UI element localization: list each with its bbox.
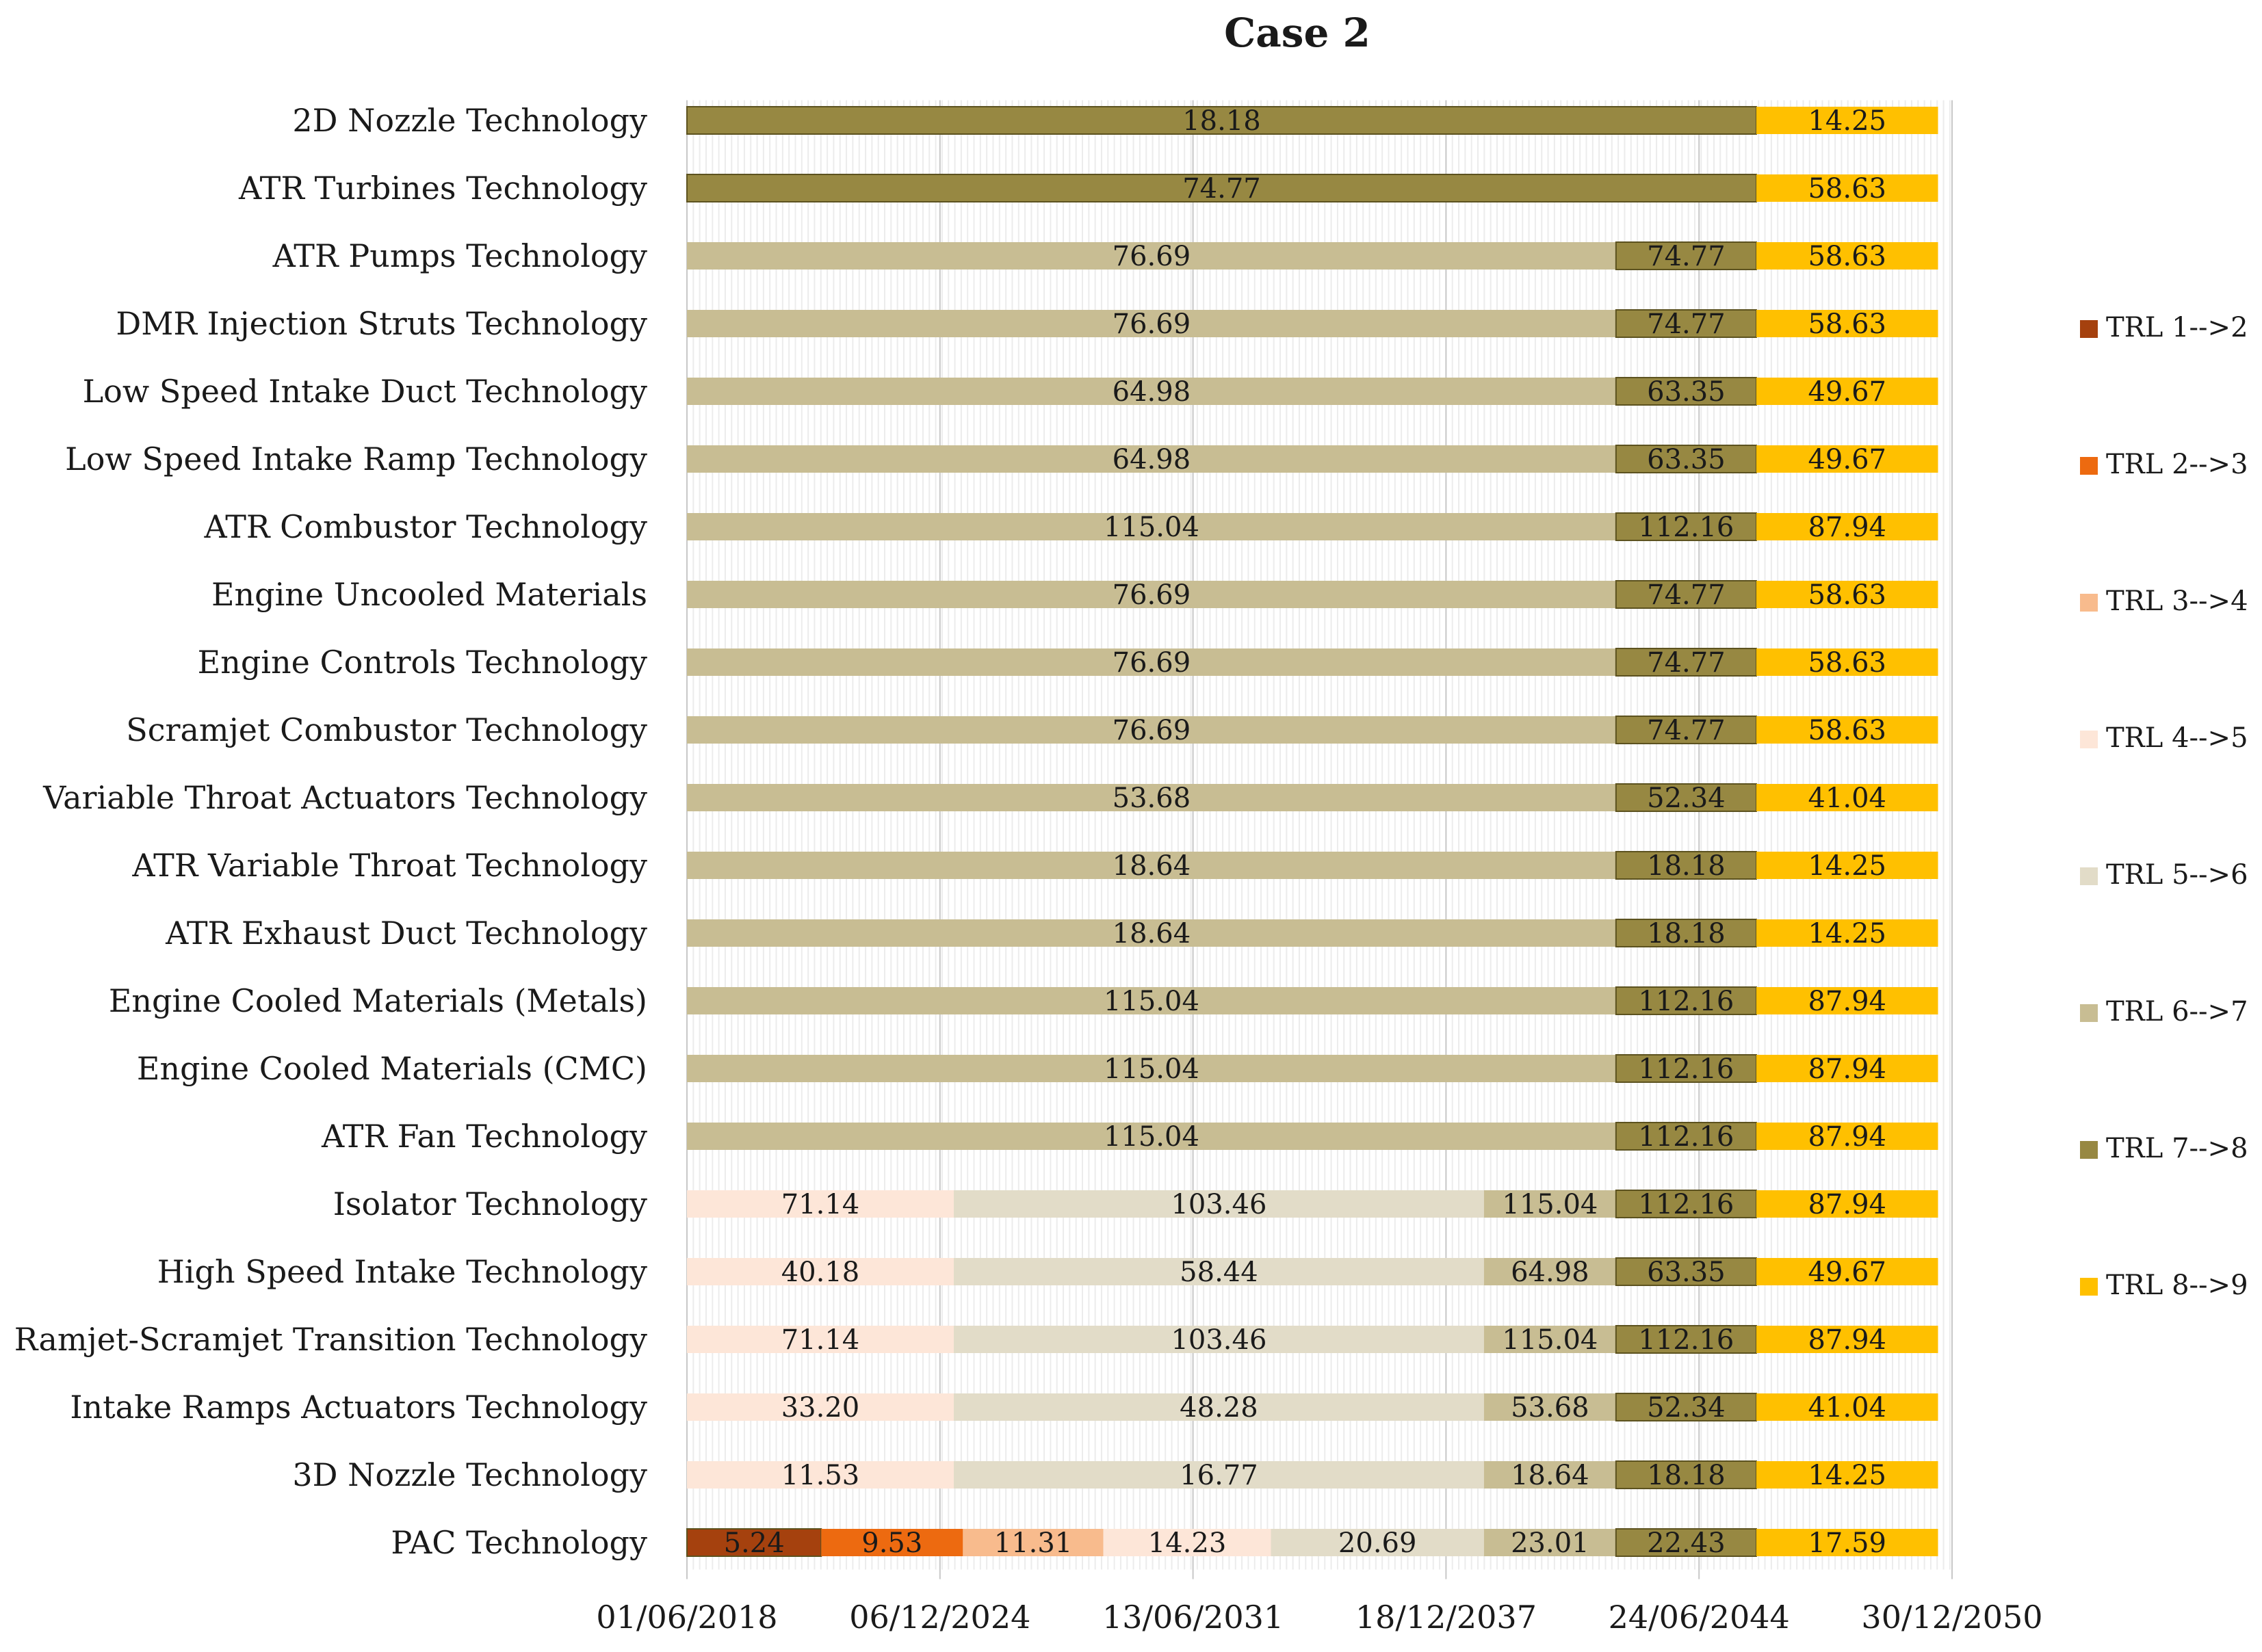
legend-label: TRL 5-->6 [2106, 859, 2248, 891]
data-label: 14.25 [1808, 850, 1886, 882]
data-label: 112.16 [1638, 512, 1734, 543]
category-label: ATR Variable Throat Technology [132, 847, 647, 884]
data-label: 18.18 [1647, 1460, 1726, 1491]
category-label: High Speed Intake Technology [157, 1253, 647, 1290]
data-label: 14.25 [1808, 105, 1886, 137]
category-label: DMR Injection Struts Technology [116, 305, 647, 342]
data-label: 18.64 [1112, 850, 1191, 882]
data-label: 49.67 [1808, 444, 1886, 475]
legend-swatch [2080, 867, 2098, 885]
data-label: 112.16 [1638, 1189, 1734, 1220]
data-label: 87.94 [1808, 986, 1886, 1017]
data-label: 64.98 [1112, 444, 1191, 475]
data-label: 23.01 [1511, 1528, 1589, 1559]
data-label: 58.63 [1808, 173, 1886, 205]
data-label: 112.16 [1638, 1324, 1734, 1356]
legend-label: TRL 3-->4 [2106, 586, 2248, 617]
data-label: 74.77 [1647, 241, 1726, 272]
data-label: 20.69 [1338, 1528, 1417, 1559]
x-tick-label: 30/12/2050 [1861, 1599, 2043, 1636]
legend-label: TRL 7-->8 [2106, 1133, 2248, 1164]
category-label: Engine Cooled Materials (Metals) [108, 982, 647, 1019]
data-label: 14.23 [1147, 1528, 1227, 1559]
data-label: 63.35 [1647, 1257, 1726, 1288]
legend-label: TRL 2-->3 [2106, 449, 2248, 480]
data-label: 76.69 [1112, 241, 1191, 272]
category-label: Engine Uncooled Materials [211, 576, 647, 613]
category-label: Variable Throat Actuators Technology [43, 779, 647, 816]
category-label: Low Speed Intake Ramp Technology [65, 441, 647, 477]
data-label: 115.04 [1103, 1053, 1199, 1085]
category-label: Scramjet Combustor Technology [126, 711, 647, 748]
category-label: ATR Exhaust Duct Technology [166, 915, 647, 952]
x-tick-label: 13/06/2031 [1102, 1599, 1284, 1636]
chart-title: Case 2 [1224, 10, 1370, 56]
legend-swatch [2080, 1141, 2098, 1159]
x-tick-label: 18/12/2037 [1355, 1599, 1537, 1636]
data-label: 71.14 [781, 1189, 860, 1220]
x-axis-ticks [596, 1599, 2042, 1636]
category-label: Engine Controls Technology [197, 644, 647, 681]
category-label: 3D Nozzle Technology [292, 1456, 647, 1493]
data-label: 74.77 [1182, 173, 1261, 205]
data-label: 115.04 [1103, 1121, 1199, 1153]
data-label: 112.16 [1638, 1053, 1734, 1085]
data-label: 41.04 [1808, 1392, 1886, 1424]
data-label: 58.63 [1808, 309, 1886, 340]
legend [2080, 312, 2248, 1301]
data-label: 49.67 [1808, 1257, 1886, 1288]
data-label: 115.04 [1103, 986, 1199, 1017]
data-label: 52.34 [1647, 783, 1726, 814]
category-label: ATR Combustor Technology [204, 508, 647, 545]
category-labels [14, 102, 647, 1561]
data-label: 58.44 [1180, 1257, 1258, 1288]
data-label: 14.25 [1808, 1460, 1886, 1491]
data-label: 74.77 [1647, 647, 1726, 679]
category-label: Intake Ramps Actuators Technology [70, 1389, 647, 1426]
data-label: 87.94 [1808, 1121, 1886, 1153]
legend-label: TRL 4-->5 [2106, 722, 2248, 754]
data-label: 49.67 [1808, 376, 1886, 408]
data-label: 63.35 [1647, 376, 1726, 408]
data-label: 18.64 [1511, 1460, 1589, 1491]
data-label: 74.77 [1647, 579, 1726, 611]
legend-swatch [2080, 1004, 2098, 1022]
data-label: 40.18 [781, 1257, 860, 1288]
legend-label: TRL 1-->2 [2106, 312, 2248, 343]
data-label: 53.68 [1511, 1392, 1589, 1424]
data-label: 103.46 [1171, 1189, 1267, 1220]
data-label: 58.63 [1808, 579, 1886, 611]
data-label: 87.94 [1808, 1324, 1886, 1356]
data-label: 22.43 [1647, 1528, 1726, 1559]
category-label: Low Speed Intake Duct Technology [82, 373, 647, 410]
legend-swatch [2080, 1278, 2098, 1296]
data-label: 18.18 [1182, 105, 1261, 137]
category-label: 2D Nozzle Technology [292, 102, 647, 139]
legend-label: TRL 8-->9 [2106, 1270, 2248, 1301]
legend-swatch [2080, 594, 2098, 612]
data-label: 76.69 [1112, 715, 1191, 746]
data-label: 41.04 [1808, 783, 1886, 814]
data-label: 115.04 [1103, 512, 1199, 543]
data-label: 16.77 [1180, 1460, 1258, 1491]
data-label: 14.25 [1808, 918, 1886, 949]
legend-swatch [2080, 731, 2098, 748]
data-label: 64.98 [1112, 376, 1191, 408]
data-label: 87.94 [1808, 1189, 1886, 1220]
data-label: 115.04 [1502, 1324, 1598, 1356]
data-label: 58.63 [1808, 241, 1886, 272]
data-label: 76.69 [1112, 309, 1191, 340]
data-label: 76.69 [1112, 579, 1191, 611]
legend-swatch [2080, 320, 2098, 338]
x-tick-label: 24/06/2044 [1608, 1599, 1790, 1636]
data-label: 63.35 [1647, 444, 1726, 475]
data-label: 71.14 [781, 1324, 860, 1356]
data-label: 74.77 [1647, 309, 1726, 340]
data-label: 112.16 [1638, 1121, 1734, 1153]
data-label: 87.94 [1808, 512, 1886, 543]
data-label: 76.69 [1112, 647, 1191, 679]
data-label: 48.28 [1180, 1392, 1258, 1424]
data-label: 11.53 [781, 1460, 860, 1491]
data-label: 9.53 [861, 1528, 923, 1559]
data-label: 17.59 [1808, 1528, 1886, 1559]
category-label: ATR Pumps Technology [272, 237, 647, 274]
data-label: 58.63 [1808, 715, 1886, 746]
x-tick-label: 06/12/2024 [849, 1599, 1031, 1636]
data-label: 18.64 [1112, 918, 1191, 949]
data-label: 64.98 [1511, 1257, 1589, 1288]
data-label: 11.31 [993, 1528, 1073, 1559]
data-label: 33.20 [781, 1392, 860, 1424]
data-label: 87.94 [1808, 1053, 1886, 1085]
legend-label: TRL 6-->7 [2106, 996, 2248, 1027]
data-label: 103.46 [1171, 1324, 1267, 1356]
category-label: ATR Fan Technology [322, 1118, 647, 1155]
data-label: 5.24 [723, 1528, 785, 1559]
data-label: 58.63 [1808, 647, 1886, 679]
category-label: Isolator Technology [333, 1185, 647, 1222]
data-label: 18.18 [1647, 850, 1726, 882]
category-label: Engine Cooled Materials (CMC) [136, 1050, 647, 1087]
x-tick-label: 01/06/2018 [596, 1599, 778, 1636]
legend-swatch [2080, 457, 2098, 475]
category-label: PAC Technology [391, 1524, 647, 1561]
data-label: 18.18 [1647, 918, 1726, 949]
data-label: 74.77 [1647, 715, 1726, 746]
data-label: 112.16 [1638, 986, 1734, 1017]
data-label: 115.04 [1502, 1189, 1598, 1220]
data-label: 52.34 [1647, 1392, 1726, 1424]
category-label: ATR Turbines Technology [238, 170, 647, 207]
data-label: 53.68 [1112, 783, 1191, 814]
category-label: Ramjet-Scramjet Transition Technology [14, 1321, 647, 1358]
